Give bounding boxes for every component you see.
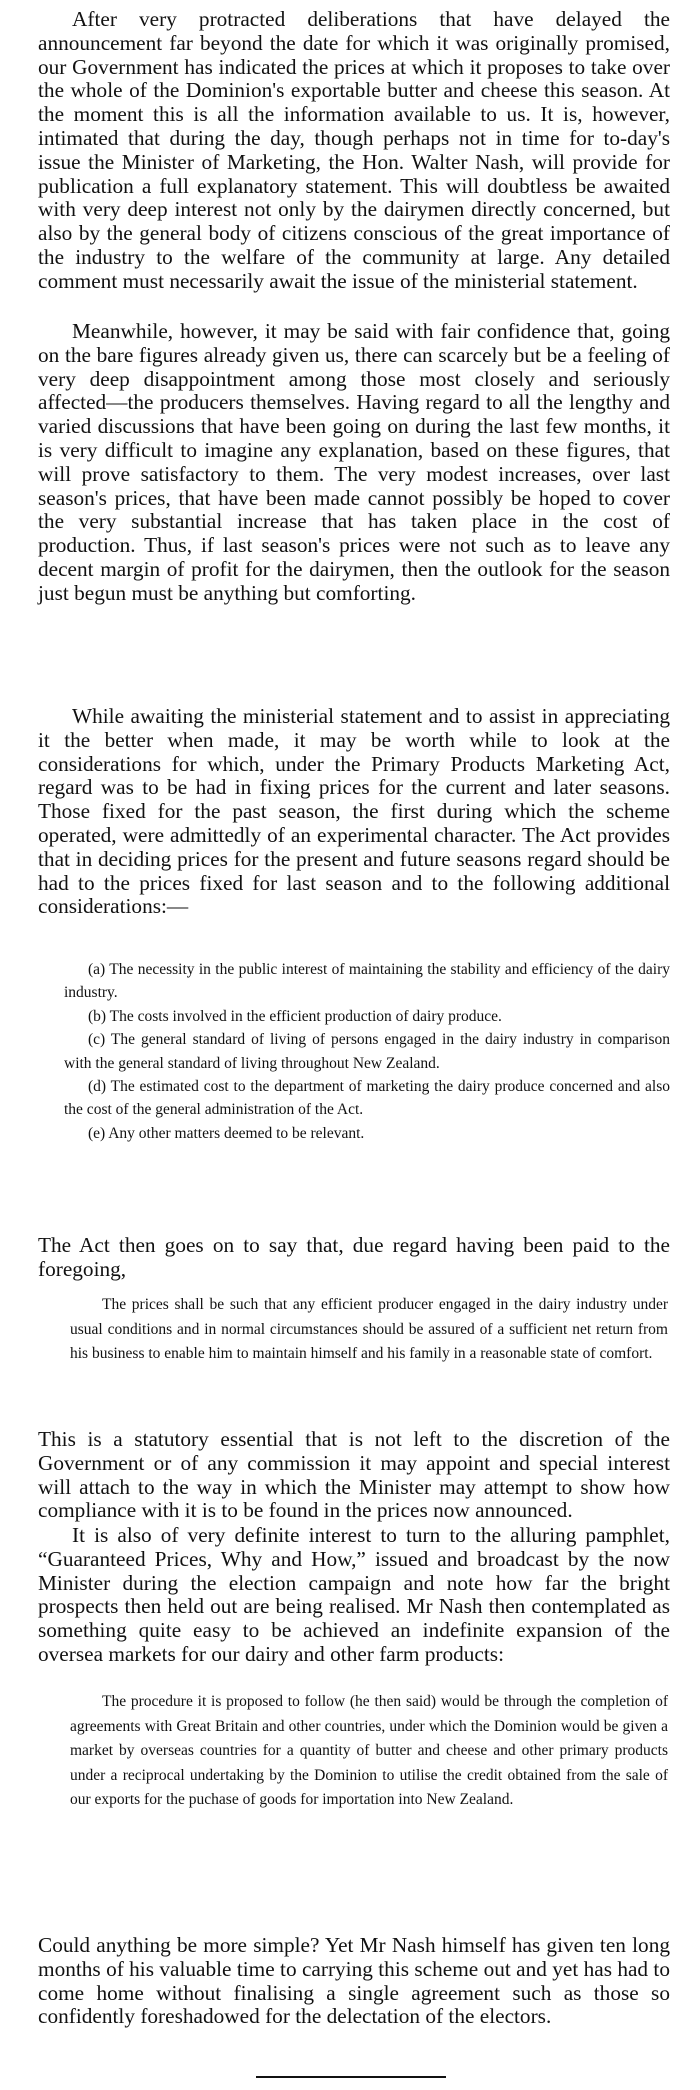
quote-nash-procedure: The procedure it is proposed to follow (he then said) would be through the completion of agreements with Great Britain and other countries, under which the Dominion would be given a market by overseas countries for a quantity of butter and cheese and other primary products under a reciprocal undertaking by the Dominion to utilise the credit obtained from the sale of our exports for the puchase of goods for importation into New Zealand. (70, 1693, 668, 1808)
closing-rule (256, 2076, 446, 2078)
consideration-b: (b) The costs involved in the efficient production of dairy produce. (88, 1007, 502, 1025)
considerations-list (58, 958, 670, 1145)
paragraph-considerations-intro: While awaiting the ministerial statement and to assist in appreciating it the better when made, it may be worth while to look at the considerations for which, under the Primary Products Marketing Act, regard was to be had in fixing prices for the current and later seasons. Those fixed for the past season, the first during which the scheme operated, were admittedly of an experimental character. The Act provides that in deciding prices for the present and future seasons regard should be had to the prices fixed for last season and to the following additional considerations:— (38, 704, 670, 919)
consideration-a: (a) The necessity in the public interest of maintaining the stability and efficiency of the dairy industry. (64, 961, 670, 1002)
paragraph-conclusion: Could anything be more simple? Yet Mr Nash himself has given ten long months of his valuable time to carrying this scheme out and yet has had to come home without finalising a single agreement such as those so confidently foreshadowed for the delectation of the electors. (38, 1933, 670, 2029)
paragraph-statutory: This is a statutory essential that is not left to the discretion of the Government or of any commission it may appoint and special interest will attach to the way in which the Minister may attempt to show how compliance with it is to be found in the prices now announced. (38, 1427, 670, 1523)
paragraph-act-continues: The Act then goes on to say that, due regard having been paid to the foregoing, (38, 1233, 670, 1281)
paragraph-pamphlet: It is also of very definite interest to turn to the alluring pamphlet, “Guaranteed Prices, Why and How,” issued and broadcast by the now Minister during the election campaign and note how far the bright prospects then held out are being realised. Mr Nash then contemplated as something quite easy to be achieved an indefinite expansion of the oversea markets for our dairy and other farm products: (38, 1523, 670, 1666)
consideration-c: (c) The general standard of living of persons engaged in the dairy industry in comparison with the general standard of living throughout New Zealand. (64, 1031, 670, 1072)
paragraph-intro: After very protracted deliberations that have delayed the announcement far beyond the date for which it was originally promised, our Government has indicated the prices at which it proposes to take over the whole of the Dominion's exportable butter and cheese this season. At the moment this is all the information available to us. It is, however, intimated that during the day, though perhaps not in time for to-day's issue the Minister of Marketing, the Hon. Walter Nash, will provide for publication a full explanatory statement. This will doubtless be awaited with very deep interest not only by the dairymen directly concerned, but also by the general body of citizens conscious of the great importance of the industry to the welfare of the community at large. Any detailed comment must necessarily await the issue of the ministerial statement. (38, 7, 670, 293)
consideration-e: (e) Any other matters deemed to be relevant. (88, 1124, 365, 1142)
quote-act-prices: The prices shall be such that any efficient producer engaged in the dairy industry under usual conditions and in normal circumstances should be assured of a sufficient net return from his business to enable him to maintain himself and his family in a reasonable state of comfort. (70, 1296, 668, 1362)
consideration-d: (d) The estimated cost to the department of marketing the dairy produce concerned and also the cost of the general administration of the Act. (64, 1078, 670, 1119)
paragraph-disappointment: Meanwhile, however, it may be said with fair confidence that, going on the bare figures already given us, there can scarcely but be a feeling of very deep disappointment among those most closely and seriously affected—the producers themselves. Having regard to all the lengthy and varied discussions that have been going on during the last few months, it is very difficult to imagine any explanation, based on these figures, that will prove satisfactory to them. The very modest increases, over last season's prices, that have been made cannot possibly be hoped to cover the very substantial increase that has taken place in the cost of production. Thus, if last season's prices were not such as to leave any decent margin of profit for the dairymen, then the outlook for the season just begun must be anything but comforting. (38, 319, 670, 605)
